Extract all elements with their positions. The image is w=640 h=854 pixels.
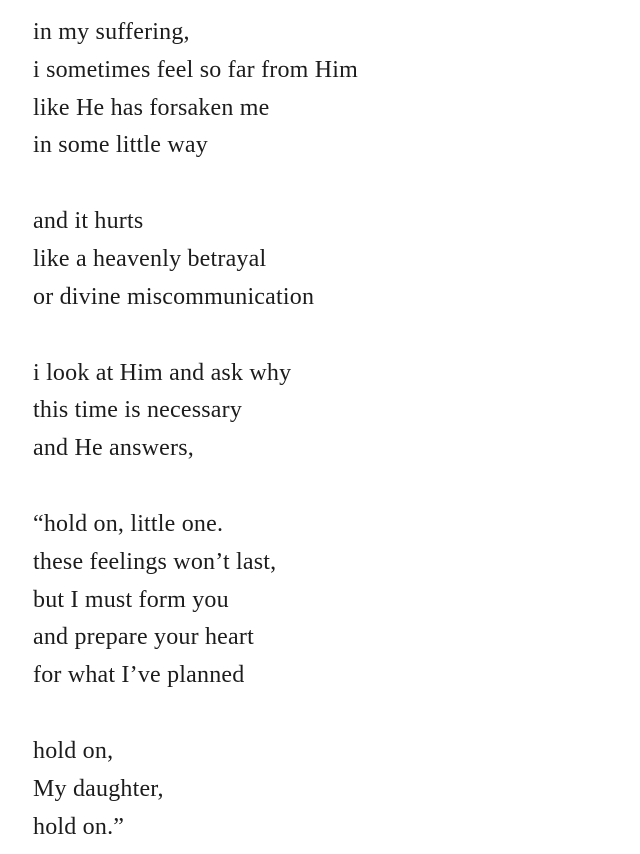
- poem-text: [33, 14, 623, 846]
- stanza-1: [33, 14, 623, 165]
- stanza-4: [33, 506, 623, 695]
- poem-line: for what I’ve planned: [33, 662, 245, 689]
- poem-line: i look at Him and ask why: [33, 359, 292, 386]
- poem-line: this time is necessary: [33, 397, 243, 424]
- poem-line: but I must form you: [33, 586, 229, 613]
- poem-line: like a heavenly betrayal: [33, 245, 267, 272]
- stanza-2: [33, 203, 623, 316]
- poem-line: in my suffering,: [33, 19, 190, 45]
- poem-line: and prepare your heart: [33, 624, 254, 651]
- stanza-3: [33, 355, 623, 468]
- poem-line: and He answers,: [33, 435, 194, 462]
- poem-line: hold on,: [33, 737, 114, 764]
- stanza-5: [33, 733, 623, 846]
- poem-line: My daughter,: [33, 775, 164, 802]
- poem-line: “hold on, little one.: [33, 510, 224, 537]
- poem-line: and it hurts: [33, 208, 144, 235]
- poem-line: or divine miscommunication: [33, 283, 315, 310]
- poem-line: i sometimes feel so far from Him: [33, 56, 358, 83]
- poem-line: in some little way: [33, 132, 208, 159]
- poem-line: like He has forsaken me: [33, 94, 270, 121]
- poem-line: hold on.”: [33, 813, 125, 840]
- poem-line: these feelings won’t last,: [33, 548, 277, 575]
